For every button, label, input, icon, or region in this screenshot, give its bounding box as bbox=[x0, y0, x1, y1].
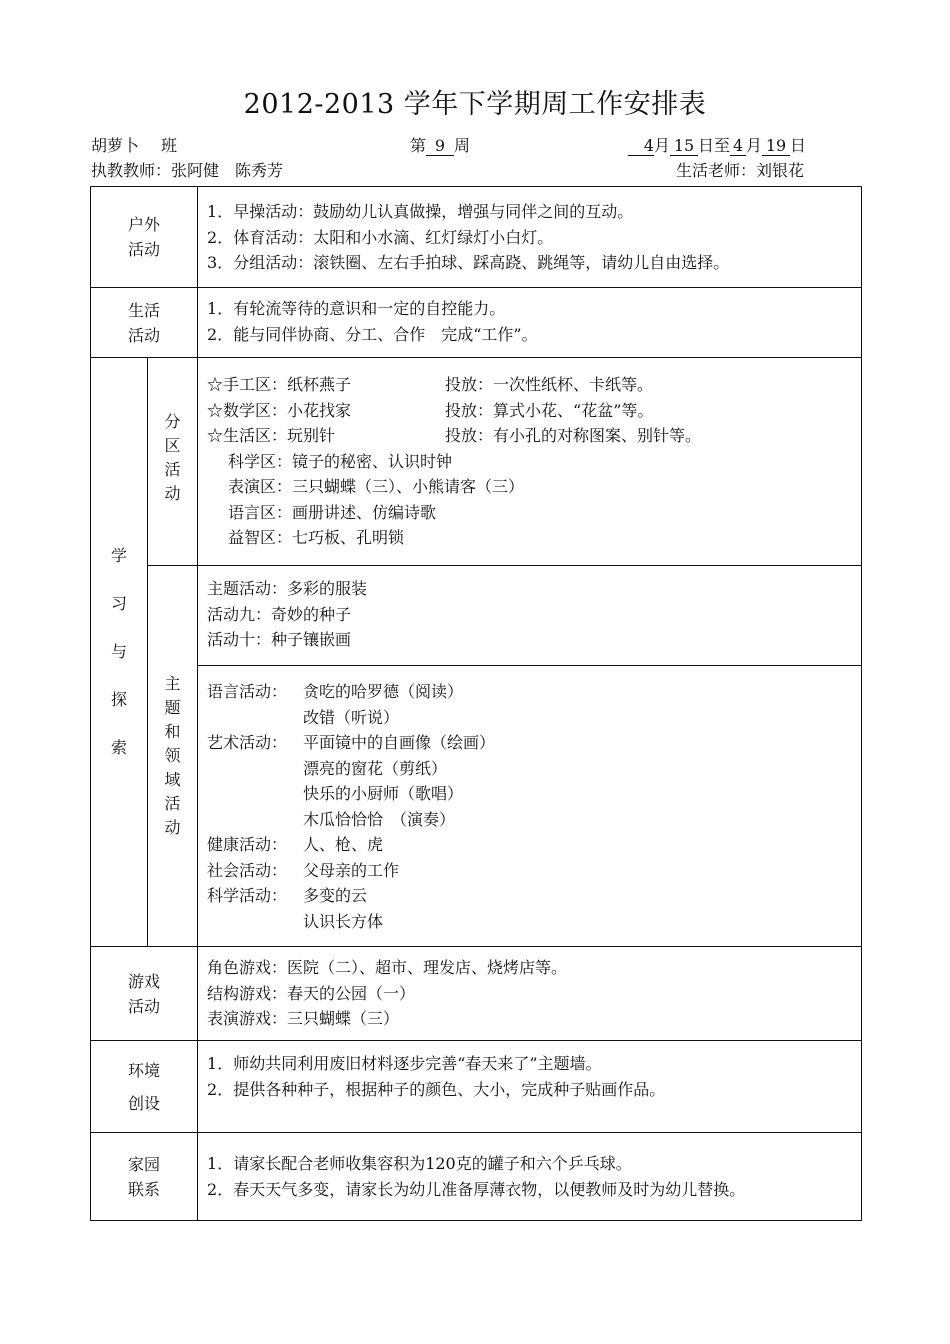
theme-row bbox=[91, 566, 862, 666]
list-item: 科学活动： 多变的云 bbox=[207, 886, 368, 905]
end-day: 19 bbox=[762, 137, 790, 156]
domains-content bbox=[198, 666, 862, 947]
end-month: 4 bbox=[730, 137, 746, 156]
list-item: 2．春天天气多变，请家长为幼儿准备厚薄衣物，以便教师及时为幼儿替换。 bbox=[207, 1179, 746, 1199]
list-item: 快乐的小厨师（歌唱） bbox=[303, 784, 464, 803]
life-row bbox=[91, 288, 862, 358]
date-range: 4月 15 日至 4 月 19 日 bbox=[628, 136, 806, 156]
list-item: 木瓜恰恰恰 （演奏） bbox=[303, 809, 456, 829]
zones-row bbox=[91, 358, 862, 566]
life-teacher-info: 生活老师：刘银花 bbox=[676, 161, 805, 180]
list-item: 社会活动： 父母亲的工作 bbox=[207, 860, 400, 880]
theme-label: 主 题 和 领 域 活 动 bbox=[148, 566, 198, 947]
outdoor-content bbox=[198, 187, 862, 288]
games-content bbox=[198, 947, 862, 1041]
week-info: 第 9 周 bbox=[410, 136, 471, 155]
list-item: 2．体育活动：太阳和小水滴、红灯绿灯小白灯。 bbox=[207, 227, 554, 247]
home-content bbox=[198, 1133, 862, 1221]
list-item: 科学区：镜子的秘密、认识时钟 bbox=[228, 451, 453, 471]
theme-content bbox=[198, 566, 862, 666]
schedule-table bbox=[90, 186, 862, 1221]
zones-content bbox=[198, 358, 862, 566]
list-item: 结构游戏：春天的公园（一） bbox=[207, 983, 416, 1003]
home-row bbox=[91, 1133, 862, 1221]
list-item: 改错（听说） bbox=[303, 707, 400, 727]
environment-row bbox=[91, 1041, 862, 1133]
zones-label: 分 区 活 动 bbox=[148, 358, 198, 566]
list-item: 表演游戏：三只蝴蝶（三） bbox=[207, 1009, 400, 1028]
teacher-1: 张阿健 bbox=[171, 161, 220, 180]
list-item: 1．请家长配合老师收集容积为120克的罐子和六个乒乓球。 bbox=[207, 1154, 632, 1173]
week-number: 9 bbox=[426, 137, 454, 156]
start-month: 4 bbox=[628, 137, 654, 156]
list-item: 认识长方体 bbox=[303, 911, 384, 931]
outdoor-row bbox=[91, 187, 862, 288]
list-item: 益智区：七巧板、孔明锁 bbox=[228, 528, 405, 547]
list-item: 1．师幼共同利用废旧材料逐步完善“春天来了”主题墙。 bbox=[207, 1054, 602, 1073]
list-item: 角色游戏：医院（二）、超市、理发店、烧烤店等。 bbox=[207, 958, 568, 977]
list-item: ☆生活区：玩别针 投放：有小孔的对称图案、别针等。 bbox=[207, 426, 702, 445]
life-label: 生活 活动 bbox=[91, 288, 198, 358]
list-item: 艺术活动： 平面镜中的自画像（绘画） bbox=[207, 733, 496, 752]
list-item: ☆手工区：纸杯燕子 投放：一次性纸杯、卡纸等。 bbox=[207, 375, 654, 394]
class-name: 胡萝卜 bbox=[91, 136, 140, 155]
teacher-2: 陈秀芳 bbox=[235, 161, 284, 180]
list-item: 3．分组活动：滚铁圈、左右手拍球、踩高跷、跳绳等，请幼儿自由选择。 bbox=[207, 253, 730, 272]
life-teacher: 刘银花 bbox=[756, 161, 805, 180]
outdoor-label: 户外 活动 bbox=[91, 187, 198, 288]
learning-label: 学 习 与 探 索 bbox=[91, 358, 148, 947]
list-item: 2．能与同伴协商、分工、合作 完成“工作”。 bbox=[207, 324, 538, 344]
start-day: 15 bbox=[670, 137, 698, 156]
games-label: 游戏 活动 bbox=[91, 947, 198, 1041]
list-item: 健康活动： 人、枪、虎 bbox=[207, 835, 384, 854]
list-item: 1．有轮流等待的意识和一定的自控能力。 bbox=[207, 299, 506, 318]
class-suffix: 班 bbox=[161, 136, 178, 155]
home-label: 家园 联系 bbox=[91, 1133, 198, 1221]
list-item: 活动十：种子镶嵌画 bbox=[207, 630, 352, 649]
environment-content bbox=[198, 1041, 862, 1133]
list-item: 语言活动： 贪吃的哈罗德（阅读） bbox=[207, 682, 464, 701]
list-item: ☆数学区：小花找家 投放：算式小花、“花盆”等。 bbox=[207, 400, 654, 420]
environment-label: 环境 创设 bbox=[91, 1041, 198, 1133]
list-item: 表演区：三只蝴蝶（三）、小熊请客（三） bbox=[228, 477, 525, 496]
domains-row bbox=[91, 666, 862, 947]
list-item: 1．早操活动：鼓励幼儿认真做操，增强与同伴之间的互动。 bbox=[207, 202, 634, 221]
list-item: 活动九：奇妙的种子 bbox=[207, 604, 352, 624]
games-row bbox=[91, 947, 862, 1041]
list-item: 漂亮的窗花（剪纸） bbox=[303, 758, 448, 778]
list-item: 2．提供各种种子，根据种子的颜色、大小，完成种子贴画作品。 bbox=[207, 1079, 666, 1099]
page-title: 2012-2013 学年下学期周工作安排表 bbox=[243, 89, 707, 120]
teachers-info: 执教教师：张阿健 陈秀芳 bbox=[91, 161, 284, 180]
life-content bbox=[198, 288, 862, 358]
class-info bbox=[91, 136, 177, 156]
list-item: 主题活动：多彩的服装 bbox=[207, 579, 368, 598]
list-item: 语言区：画册讲述、仿编诗歌 bbox=[228, 502, 437, 522]
